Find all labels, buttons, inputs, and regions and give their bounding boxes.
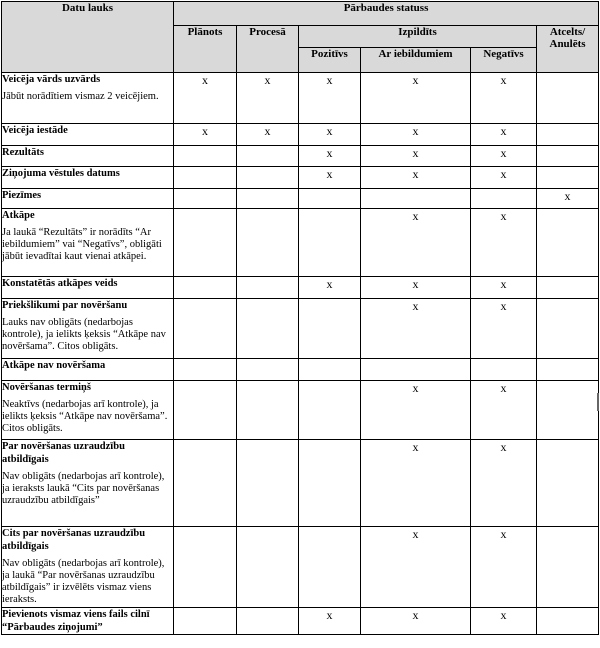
status-mark-cell — [537, 299, 599, 359]
status-mark-cell — [471, 189, 537, 209]
status-mark-cell — [174, 277, 237, 299]
status-mark-cell — [537, 209, 599, 277]
status-mark-cell — [174, 381, 237, 440]
field-description: Nav obligāts (nedarbojas arī kontrole), ja laukā “Par novēršanas uzraudzību atbildīgais” ir izvēlēts vismaz viens ieraksts. — [2, 558, 165, 605]
status-mark-cell — [537, 527, 599, 608]
status-mark-cell — [174, 359, 237, 381]
status-mark-cell — [537, 608, 599, 635]
status-mark-cell — [537, 359, 599, 381]
table-body — [2, 73, 599, 635]
field-name: Konstatētās atkāpes veids — [2, 278, 118, 289]
field-name: Par novēršanas uzraudzību atbildīgais — [2, 441, 125, 465]
status-mark-cell — [299, 381, 361, 440]
status-mark-cell: x — [361, 381, 471, 440]
field-description: Neaktīvs (nedarbojas arī kontrole), ja ielikts ķeksis “Atkāpe nav novēršama”. Citos obligāts. — [2, 399, 168, 434]
header-with-objections: Ar iebildumiem — [361, 48, 471, 73]
status-mark-cell — [361, 189, 471, 209]
status-mark-cell: x — [361, 527, 471, 608]
table-row — [2, 359, 599, 381]
status-mark-cell: x — [471, 381, 537, 440]
field-cell — [2, 167, 174, 189]
status-mark-cell — [237, 440, 299, 527]
status-mark-cell — [237, 167, 299, 189]
table-row — [2, 608, 599, 635]
status-mark-cell: x — [361, 124, 471, 146]
status-mark-cell — [361, 359, 471, 381]
field-cell — [2, 124, 174, 146]
status-mark-cell: x — [471, 167, 537, 189]
status-mark-cell — [174, 167, 237, 189]
field-cell — [2, 440, 174, 527]
status-mark-cell — [299, 359, 361, 381]
status-mark-cell: x — [361, 299, 471, 359]
field-cell — [2, 209, 174, 277]
status-mark-cell — [237, 359, 299, 381]
status-mark-cell — [174, 527, 237, 608]
field-description: Lauks nav obligāts (nedarbojas kontrole), ja ielikts ķeksis “Atkāpe nav novēršama”. Citos obligāts. — [2, 317, 166, 352]
status-mark-cell — [174, 299, 237, 359]
table-row — [2, 277, 599, 299]
table-row — [2, 440, 599, 527]
header-negative: Negatīvs — [471, 48, 537, 73]
status-mark-cell — [537, 124, 599, 146]
field-name: Priekšlikumi par novēršanu — [2, 300, 128, 311]
field-name: Cits par novēršanas uzraudzību atbildīgais — [2, 528, 146, 552]
status-mark-cell: x — [537, 189, 599, 209]
header-status-group: Pārbaudes statuss — [174, 2, 599, 26]
status-mark-cell — [237, 277, 299, 299]
status-mark-cell — [299, 299, 361, 359]
field-name: Atkāpe nav novēršama — [2, 360, 106, 371]
status-mark-cell — [237, 381, 299, 440]
field-cell — [2, 146, 174, 167]
status-mark-cell: x — [361, 167, 471, 189]
table-row — [2, 189, 599, 209]
table-row — [2, 167, 599, 189]
status-mark-cell: x — [174, 124, 237, 146]
field-name: Rezultāts — [2, 147, 44, 158]
status-mark-cell: x — [471, 124, 537, 146]
status-mark-cell — [174, 189, 237, 209]
field-cell — [2, 381, 174, 440]
table-row — [2, 73, 599, 124]
status-mark-cell — [237, 608, 299, 635]
status-mark-cell — [174, 608, 237, 635]
status-mark-cell: x — [471, 277, 537, 299]
status-mark-cell — [537, 146, 599, 167]
field-name: Pievienots vismaz viens fails cilnī “Pārbaudes ziņojumi” — [2, 609, 150, 633]
status-mark-cell — [174, 440, 237, 527]
header-field: Datu lauks — [2, 2, 174, 73]
status-mark-cell — [237, 189, 299, 209]
table-row — [2, 381, 599, 440]
status-mark-cell: x — [471, 608, 537, 635]
table-row — [2, 146, 599, 167]
header-done-group: Izpildīts — [299, 26, 537, 48]
status-mark-cell: x — [299, 73, 361, 124]
status-mark-cell — [471, 359, 537, 381]
field-cell — [2, 359, 174, 381]
status-mark-cell: x — [299, 124, 361, 146]
status-mark-cell — [174, 209, 237, 277]
field-name: Novēršanas termiņš — [2, 382, 91, 393]
table-row — [2, 299, 599, 359]
field-cell — [2, 608, 174, 635]
field-cell — [2, 527, 174, 608]
field-cell — [2, 73, 174, 124]
status-mark-cell: x — [299, 167, 361, 189]
table-row — [2, 209, 599, 277]
table-row — [2, 527, 599, 608]
header-planned: Plānots — [174, 26, 237, 73]
status-mark-cell: x — [174, 73, 237, 124]
status-mark-cell: x — [299, 146, 361, 167]
header-cancelled: Atcelts/ Anulēts — [537, 26, 599, 73]
field-name: Atkāpe — [2, 210, 35, 221]
status-mark-cell: x — [471, 73, 537, 124]
field-name: Veicēja vārds uzvārds — [2, 74, 101, 85]
status-mark-cell — [537, 381, 599, 440]
status-mark-cell: x — [471, 299, 537, 359]
status-mark-cell — [237, 209, 299, 277]
status-mark-cell — [537, 167, 599, 189]
status-mark-cell: x — [361, 608, 471, 635]
status-mark-cell: x — [361, 209, 471, 277]
field-name: Ziņojuma vēstules datums — [2, 168, 120, 179]
status-mark-cell — [174, 146, 237, 167]
status-mark-cell — [299, 440, 361, 527]
status-mark-cell — [537, 73, 599, 124]
status-mark-cell: x — [361, 277, 471, 299]
status-mark-cell: x — [361, 146, 471, 167]
status-mark-cell: x — [299, 608, 361, 635]
status-mark-cell: x — [299, 277, 361, 299]
field-cell — [2, 189, 174, 209]
table-row — [2, 124, 599, 146]
header-in-process: Procesā — [237, 26, 299, 73]
field-description: Jābūt norādītiem vismaz 2 veicējiem. — [2, 91, 159, 102]
field-description: Nav obligāts (nedarbojas arī kontrole), ja ieraksts laukā “Cits par novēršanas uzraudzību atbildīgais” — [2, 471, 165, 506]
field-name: Piezīmes — [2, 190, 42, 201]
status-mark-cell: x — [471, 440, 537, 527]
page-edge-marker — [597, 393, 599, 411]
status-mark-cell: x — [361, 73, 471, 124]
status-mark-cell: x — [471, 527, 537, 608]
status-field-table — [1, 1, 599, 635]
field-cell — [2, 277, 174, 299]
status-mark-cell: x — [361, 440, 471, 527]
status-mark-cell — [237, 146, 299, 167]
status-mark-cell — [537, 440, 599, 527]
status-mark-cell: x — [471, 209, 537, 277]
status-mark-cell — [237, 527, 299, 608]
status-mark-cell — [299, 209, 361, 277]
field-name: Veicēja iestāde — [2, 125, 68, 136]
status-mark-cell — [299, 527, 361, 608]
status-mark-cell — [537, 277, 599, 299]
field-cell — [2, 299, 174, 359]
field-description: Ja laukā “Rezultāts” ir norādīts “Ar iebildumiem” vai “Negatīvs”, obligāti jābūt ievadītai kaut vienai atkāpei. — [2, 227, 162, 262]
status-mark-cell: x — [237, 73, 299, 124]
status-mark-cell: x — [237, 124, 299, 146]
header-positive: Pozitīvs — [299, 48, 361, 73]
status-mark-cell — [237, 299, 299, 359]
status-mark-cell: x — [471, 146, 537, 167]
status-mark-cell — [299, 189, 361, 209]
